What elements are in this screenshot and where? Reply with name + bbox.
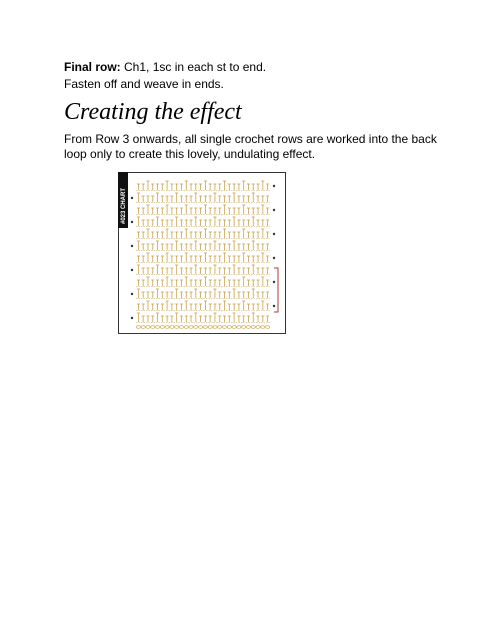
chart-row-marker [273,305,275,307]
crochet-chart [118,172,286,334]
chart-row-marker [131,317,133,319]
final-row-line [64,60,266,74]
effect-paragraph: From Row 3 onwards, all single crochet rows are worked into the back loop only to create this lovely, undulating effect. [64,132,437,161]
final-row-label: Final row: [64,60,121,74]
chart-row-marker [131,245,133,247]
chart-tab-label: #023 CHART [121,187,127,224]
chart-row-marker [131,221,133,223]
fasten-off-line: Fasten off and weave in ends. [64,77,224,91]
chart-row-marker [273,233,275,235]
chart-row-marker [131,293,133,295]
chart-row-marker [273,209,275,211]
chart-row-marker [131,269,133,271]
section-heading: Creating the effect [64,99,242,125]
chart-row-marker [273,257,275,259]
chart-row-marker [273,281,275,283]
final-row-text: Ch1, 1sc in each st to end. [120,60,267,74]
crochet-chart-graphic [118,172,286,334]
chart-row-marker [131,197,133,199]
chart-row-marker [273,185,275,187]
